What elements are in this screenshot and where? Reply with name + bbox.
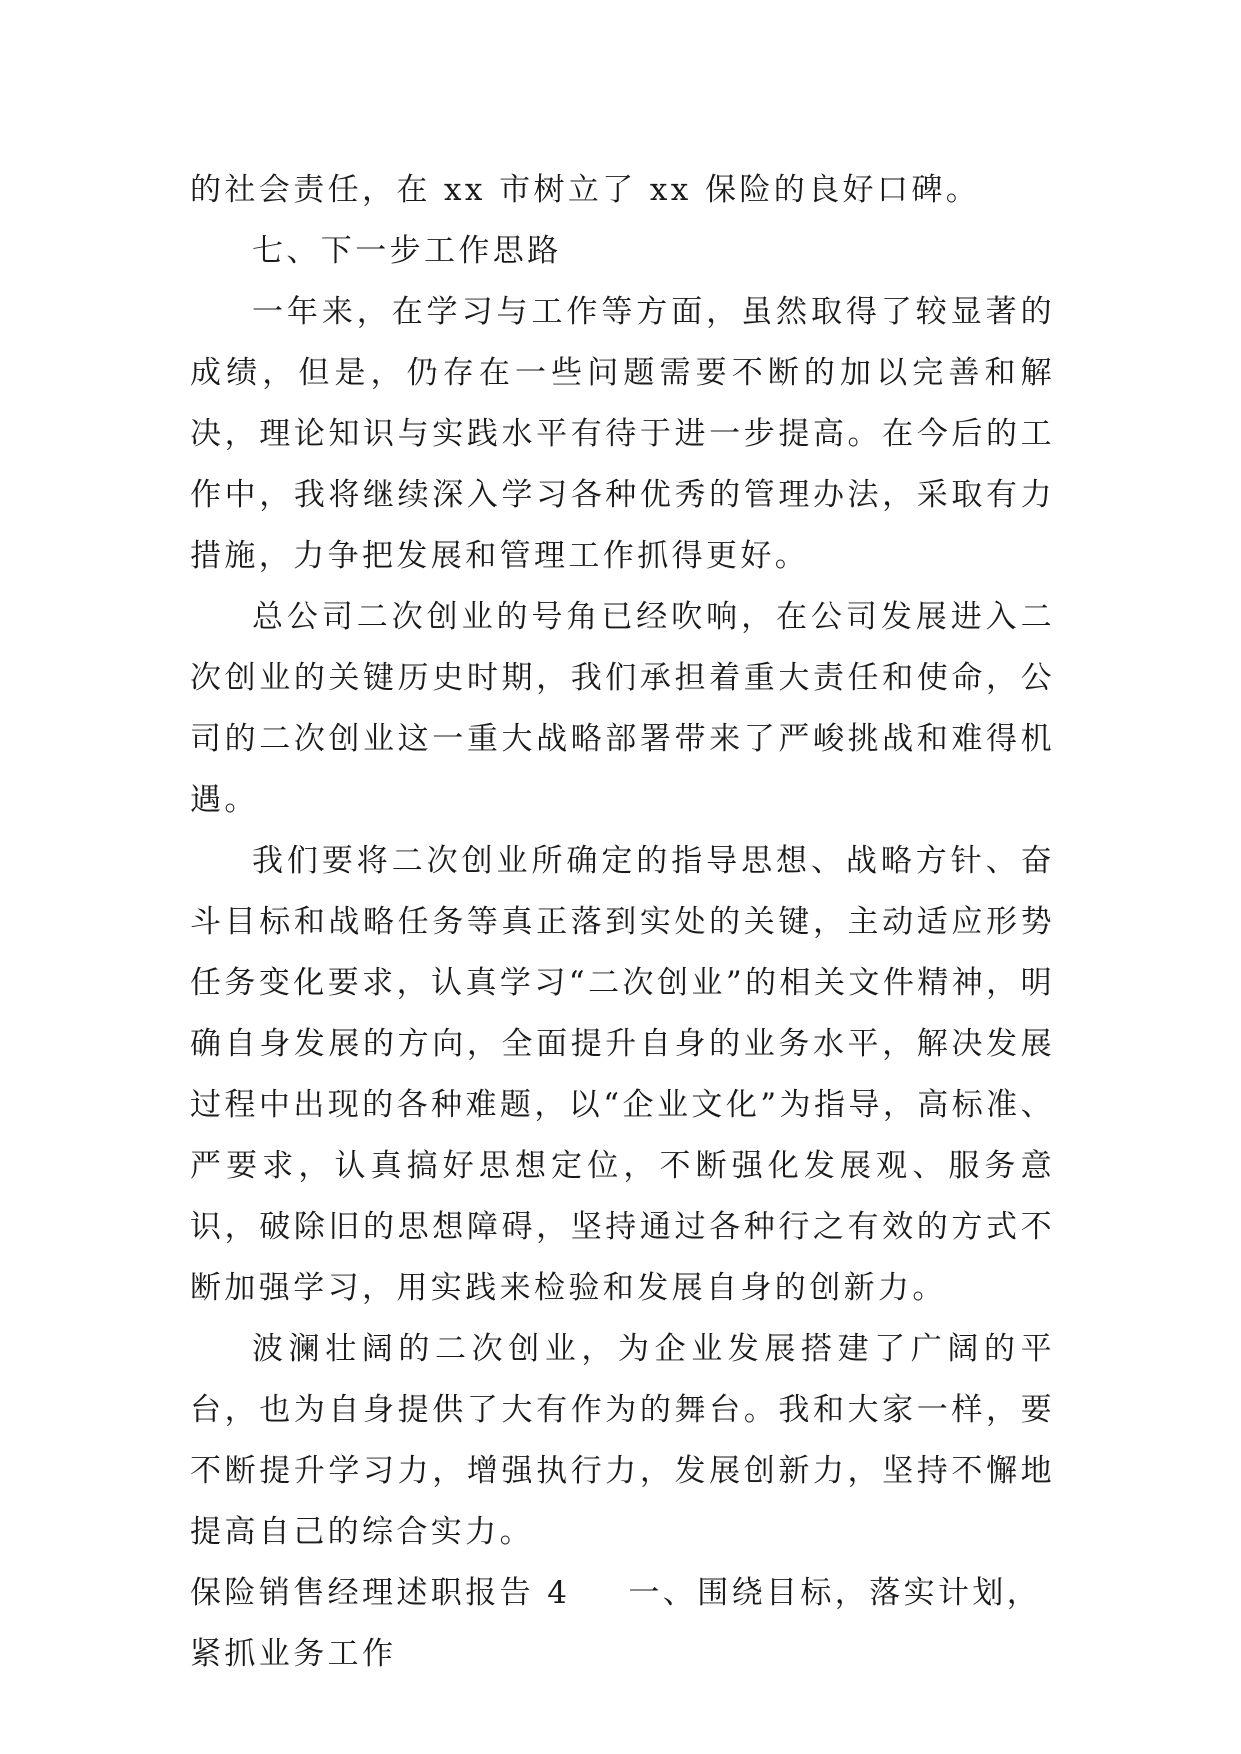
paragraph-second-venture: 总公司二次创业的号角已经吹响，在公司发展进入二次创业的关键历史时期，我们承担着重大责任和使命，公司的二次创业这一重大战略部署带来了严峻挑战和难得机遇。 (190, 599, 1055, 818)
report-heading (190, 1563, 1055, 1685)
paragraph-implementation: 我们要将二次创业所确定的指导思想、战略方针、奋斗目标和战略任务等真正落到实处的关键，主动适应形势任务变化要求，认真学习“二次创业”的相关文件精神，明确自身发展的方向，全面提升自身的业务水平，解决发展过程中出现的各种难题，以“企业文化”为指导，高标准、严要求，认真搞好思想定位，不断强化发展观、服务意识，破除旧的思想障碍，坚持通过各种行之有效的方式不断加强学习，用实践来检验和发展自身的创新力。 (190, 843, 1055, 1306)
paragraph-year-review: 一年来，在学习与工作等方面，虽然取得了较显著的成绩，但是，仍存在一些问题需要不断的加以完善和解决，理论知识与实践水平有待于进一步提高。在今后的工作中，我将继续深入学习各种优秀的管理办法，采取有力措施，力争把发展和管理工作抓得更好。 (190, 294, 1055, 574)
paragraph-platform: 波澜壮阔的二次创业，为企业发展搭建了广阔的平台，也为自身提供了大有作为的舞台。我和大家一样，要不断提升学习力，增强执行力，发展创新力，坚持不懈地提高自己的综合实力。 (190, 1331, 1055, 1550)
document-body (190, 160, 1055, 1685)
report-title: 保险销售经理述职报告 4 (190, 1575, 571, 1611)
section-heading-next-steps: 七、下一步工作思路 (252, 233, 562, 269)
report-section-heading: 一、围绕目标，落实计划，紧抓业务工作 (190, 1575, 1042, 1672)
paragraph-continuation: 的社会责任，在 xx 市树立了 xx 保险的良好口碑。 (190, 172, 981, 208)
